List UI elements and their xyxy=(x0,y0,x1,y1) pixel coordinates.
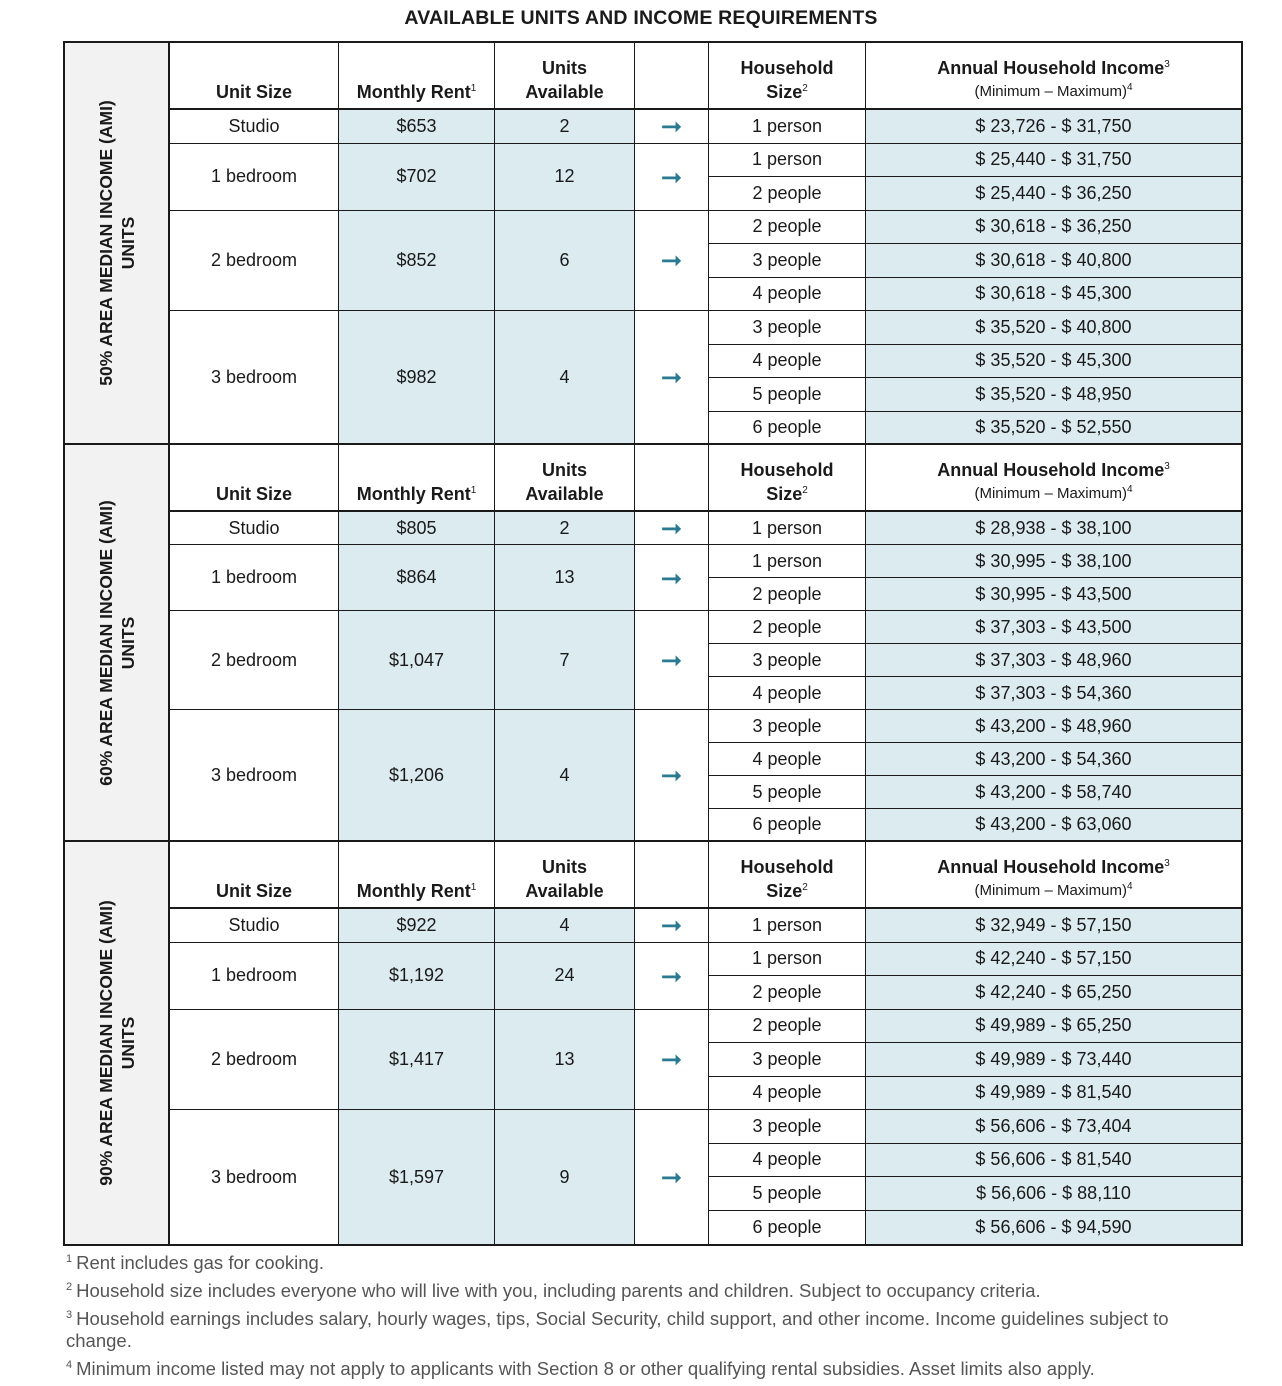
arrow-cell xyxy=(635,512,709,545)
household-size-cell: 3 people xyxy=(709,311,866,345)
header-units-available-line xyxy=(525,56,603,80)
units-available-cell: 4 xyxy=(495,909,635,943)
units-available-cell: 4 xyxy=(495,311,635,445)
income-range-cell: $ 56,606 - $ 88,110 xyxy=(866,1177,1241,1211)
household-size-cell: 2 people xyxy=(709,177,866,211)
header-annual-income-label: Annual Household Income xyxy=(937,58,1165,78)
footnote-ref: 3 xyxy=(1164,858,1170,869)
unit-size-cell: Studio xyxy=(170,909,339,943)
units-income-table xyxy=(63,41,1243,1246)
footnote-text: Household earnings includes salary, hourly wages, tips, Social Security, child support, and other income. Income guidelines subject to change. xyxy=(66,1308,1169,1351)
household-size-cell: 4 people xyxy=(709,677,866,710)
income-range-cell: $ 35,520 - $ 40,800 xyxy=(866,311,1241,345)
units-available-cell: 9 xyxy=(495,1110,635,1244)
footnote-ref: 2 xyxy=(802,882,808,893)
monthly-rent-cell: $805 xyxy=(339,512,495,545)
income-range-cell: $ 25,440 - $ 36,250 xyxy=(866,177,1241,211)
header-household-size-text xyxy=(741,56,834,104)
monthly-rent-cell: $1,206 xyxy=(339,710,495,842)
footnote-ref: 2 xyxy=(802,485,808,496)
arrow-cell xyxy=(635,611,709,710)
ami-band-text xyxy=(95,100,139,386)
header-annual-income-label: (Minimum – Maximum) xyxy=(974,485,1127,502)
arrow-cell xyxy=(635,1010,709,1111)
header-annual-income-text xyxy=(937,855,1170,903)
header-household-size xyxy=(709,445,866,512)
footnote-number: 1 xyxy=(66,1252,73,1265)
footnotes xyxy=(66,1252,1236,1386)
header-unit-size-text xyxy=(216,482,292,506)
header-monthly-rent-text xyxy=(357,80,477,104)
header-annual-income-line xyxy=(937,458,1170,482)
household-size-cell: 2 people xyxy=(709,578,866,611)
header-arrow-spacer xyxy=(635,445,709,512)
monthly-rent-cell: $1,597 xyxy=(339,1110,495,1244)
page-title: AVAILABLE UNITS AND INCOME REQUIREMENTS xyxy=(404,7,878,29)
income-range-cell: $ 42,240 - $ 65,250 xyxy=(866,976,1241,1010)
header-units-available-line xyxy=(525,855,603,879)
footnote-number: 2 xyxy=(66,1280,73,1293)
right-arrow-icon: ➞ xyxy=(660,910,683,941)
footnote-ref: 4 xyxy=(1126,881,1133,892)
footnote-ref: 1 xyxy=(470,882,477,893)
arrow-cell xyxy=(635,943,709,1010)
footnote-number: 3 xyxy=(66,1308,73,1321)
right-arrow-icon: ➞ xyxy=(660,1044,683,1075)
header-monthly-rent-label: Monthly Rent xyxy=(356,484,471,504)
header-units-available-label: Units xyxy=(542,460,587,480)
right-arrow-icon: ➞ xyxy=(660,513,683,543)
household-size-cell: 1 person xyxy=(709,110,866,144)
income-range-cell: $ 23,726 - $ 31,750 xyxy=(866,110,1241,144)
header-annual-income-line xyxy=(937,56,1170,80)
header-monthly-rent-label: Monthly Rent xyxy=(356,881,471,901)
income-range-cell: $ 28,938 - $ 38,100 xyxy=(866,512,1241,545)
right-arrow-icon: ➞ xyxy=(660,645,683,675)
household-size-cell: 4 people xyxy=(709,278,866,312)
header-unit-size xyxy=(170,43,339,110)
header-units-available-label: Units xyxy=(542,58,587,78)
income-range-cell: $ 49,989 - $ 73,440 xyxy=(866,1043,1241,1077)
header-household-size-label: Household xyxy=(740,857,834,877)
household-size-cell: 3 people xyxy=(709,1110,866,1144)
header-annual-income-label: (Minimum – Maximum) xyxy=(974,83,1127,100)
header-annual-income-line xyxy=(937,855,1170,879)
units-available-cell: 12 xyxy=(495,144,635,211)
income-range-cell: $ 30,995 - $ 38,100 xyxy=(866,545,1241,578)
footnote-text: Household size includes everyone who will live with you, including parents and children. Subject to occupancy criteria. xyxy=(76,1280,1041,1301)
unit-size-cell: 2 bedroom xyxy=(170,1010,339,1111)
arrow-cell xyxy=(635,710,709,842)
header-arrow-spacer xyxy=(635,842,709,909)
income-range-cell: $ 30,995 - $ 43,500 xyxy=(866,578,1241,611)
header-monthly-rent xyxy=(339,445,495,512)
income-range-cell: $ 42,240 - $ 57,150 xyxy=(866,943,1241,977)
ami-band-line: UNITS xyxy=(117,616,138,669)
header-annual-income-label: (Minimum – Maximum) xyxy=(974,882,1127,899)
header-unit-size xyxy=(170,842,339,909)
footnote xyxy=(66,1252,1236,1274)
arrow-cell xyxy=(635,909,709,943)
monthly-rent-cell: $702 xyxy=(339,144,495,211)
right-arrow-icon: ➞ xyxy=(660,362,683,392)
header-monthly-rent-label: Monthly Rent xyxy=(356,82,471,102)
footnote-ref: 3 xyxy=(1164,59,1170,70)
header-monthly-rent-line xyxy=(357,80,477,104)
header-unit-size-text xyxy=(216,879,292,903)
arrow-cell xyxy=(635,311,709,445)
header-household-size-label: Household xyxy=(740,460,834,480)
header-annual-income-line xyxy=(937,879,1170,903)
household-size-cell: 2 people xyxy=(709,611,866,644)
unit-size-cell: 1 bedroom xyxy=(170,943,339,1010)
household-size-cell: 1 person xyxy=(709,545,866,578)
header-annual-income xyxy=(866,43,1241,110)
household-size-cell: 1 person xyxy=(709,943,866,977)
header-monthly-rent xyxy=(339,43,495,110)
header-units-available-label: Available xyxy=(525,881,604,901)
unit-size-cell: 1 bedroom xyxy=(170,545,339,611)
footnote xyxy=(66,1280,1236,1302)
header-units-available-label: Units xyxy=(542,857,587,877)
income-range-cell: $ 49,989 - $ 65,250 xyxy=(866,1010,1241,1044)
household-size-cell: 5 people xyxy=(709,378,866,412)
household-size-cell: 3 people xyxy=(709,710,866,743)
income-range-cell: $ 35,520 - $ 52,550 xyxy=(866,412,1241,446)
header-household-size-text xyxy=(741,458,834,506)
household-size-cell: 2 people xyxy=(709,1010,866,1044)
header-monthly-rent-line xyxy=(357,482,477,506)
right-arrow-icon: ➞ xyxy=(660,960,683,991)
income-range-cell: $ 37,303 - $ 48,960 xyxy=(866,644,1241,677)
units-available-cell: 24 xyxy=(495,943,635,1010)
unit-size-cell: 3 bedroom xyxy=(170,1110,339,1244)
household-size-cell: 2 people xyxy=(709,211,866,245)
header-annual-income-label: Annual Household Income xyxy=(937,857,1165,877)
header-household-size xyxy=(709,842,866,909)
units-available-cell: 6 xyxy=(495,211,635,312)
footnote-number: 4 xyxy=(66,1358,73,1371)
income-range-cell: $ 30,618 - $ 40,800 xyxy=(866,244,1241,278)
household-size-cell: 6 people xyxy=(709,809,866,842)
arrow-cell xyxy=(635,211,709,312)
header-arrow-spacer xyxy=(635,43,709,110)
income-range-cell: $ 25,440 - $ 31,750 xyxy=(866,144,1241,178)
header-household-size-line xyxy=(741,482,834,506)
unit-size-cell: 1 bedroom xyxy=(170,144,339,211)
units-available-cell: 4 xyxy=(495,710,635,842)
right-arrow-icon: ➞ xyxy=(660,245,683,276)
income-range-cell: $ 43,200 - $ 58,740 xyxy=(866,776,1241,809)
footnote-text: Rent includes gas for cooking. xyxy=(76,1252,324,1273)
household-size-cell: 5 people xyxy=(709,1177,866,1211)
unit-size-cell: 3 bedroom xyxy=(170,311,339,445)
header-unit-size xyxy=(170,445,339,512)
monthly-rent-cell: $1,417 xyxy=(339,1010,495,1111)
header-monthly-rent-text xyxy=(357,879,477,903)
household-size-cell: 6 people xyxy=(709,412,866,446)
header-household-size-label: Size xyxy=(766,484,803,504)
header-household-size-line xyxy=(741,458,834,482)
header-units-available-line xyxy=(525,458,603,482)
ami-band-text xyxy=(95,900,139,1186)
income-range-cell: $ 56,606 - $ 81,540 xyxy=(866,1144,1241,1178)
footnote-ref: 3 xyxy=(1164,461,1170,472)
income-range-cell: $ 43,200 - $ 54,360 xyxy=(866,743,1241,776)
household-size-cell: 4 people xyxy=(709,345,866,379)
household-size-cell: 6 people xyxy=(709,1211,866,1245)
header-annual-income-line xyxy=(937,80,1170,104)
household-size-cell: 5 people xyxy=(709,776,866,809)
income-range-cell: $ 35,520 - $ 45,300 xyxy=(866,345,1241,379)
units-available-cell: 2 xyxy=(495,512,635,545)
header-unit-size-line xyxy=(216,879,292,903)
footnote-ref: 4 xyxy=(1126,82,1133,93)
header-units-available-text xyxy=(525,458,603,506)
income-range-cell: $ 30,618 - $ 45,300 xyxy=(866,278,1241,312)
footnote-text: Minimum income listed may not apply to applicants with Section 8 or other qualifying rental subsidies. Asset limits also apply. xyxy=(76,1358,1095,1379)
arrow-cell xyxy=(635,545,709,611)
monthly-rent-cell: $982 xyxy=(339,311,495,445)
header-household-size-label: Size xyxy=(766,881,803,901)
header-annual-income-text xyxy=(937,458,1170,506)
footnote-ref: 4 xyxy=(1126,484,1133,495)
right-arrow-icon: ➞ xyxy=(660,111,683,142)
monthly-rent-cell: $864 xyxy=(339,545,495,611)
household-size-cell: 1 person xyxy=(709,144,866,178)
header-unit-size-line xyxy=(216,482,292,506)
unit-size-cell: 2 bedroom xyxy=(170,611,339,710)
household-size-cell: 3 people xyxy=(709,244,866,278)
monthly-rent-cell: $1,047 xyxy=(339,611,495,710)
ami-band-label xyxy=(65,445,170,842)
header-units-available-text xyxy=(525,855,603,903)
header-unit-size-label: Unit Size xyxy=(215,881,292,901)
header-household-size-line xyxy=(741,56,834,80)
header-household-size-text xyxy=(741,855,834,903)
header-unit-size-line xyxy=(216,80,292,104)
header-unit-size-label: Unit Size xyxy=(215,82,292,102)
header-units-available-label: Available xyxy=(525,484,604,504)
units-available-cell: 2 xyxy=(495,110,635,144)
ami-band-text xyxy=(95,500,139,786)
household-size-cell: 4 people xyxy=(709,1077,866,1111)
monthly-rent-cell: $852 xyxy=(339,211,495,312)
header-units-available-line xyxy=(525,879,603,903)
household-size-cell: 1 person xyxy=(709,909,866,943)
income-range-cell: $ 49,989 - $ 81,540 xyxy=(866,1077,1241,1111)
footnote-ref: 1 xyxy=(470,83,477,94)
header-unit-size-label: Unit Size xyxy=(215,484,292,504)
household-size-cell: 4 people xyxy=(709,1144,866,1178)
monthly-rent-cell: $1,192 xyxy=(339,943,495,1010)
income-range-cell: $ 37,303 - $ 54,360 xyxy=(866,677,1241,710)
right-arrow-icon: ➞ xyxy=(660,760,683,790)
arrow-cell xyxy=(635,1110,709,1244)
header-household-size-line xyxy=(741,80,834,104)
unit-size-cell: Studio xyxy=(170,110,339,144)
income-range-cell: $ 37,303 - $ 43,500 xyxy=(866,611,1241,644)
header-monthly-rent-line xyxy=(357,879,477,903)
footnote xyxy=(66,1358,1236,1380)
header-household-size-line xyxy=(741,879,834,903)
household-size-cell: 2 people xyxy=(709,976,866,1010)
units-available-cell: 7 xyxy=(495,611,635,710)
header-units-available-line xyxy=(525,80,603,104)
header-household-size-line xyxy=(741,855,834,879)
units-available-cell: 13 xyxy=(495,1010,635,1111)
right-arrow-icon: ➞ xyxy=(660,1162,683,1192)
header-monthly-rent xyxy=(339,842,495,909)
household-size-cell: 1 person xyxy=(709,512,866,545)
income-range-cell: $ 43,200 - $ 63,060 xyxy=(866,809,1241,842)
unit-size-cell: 2 bedroom xyxy=(170,211,339,312)
income-range-cell: $ 56,606 - $ 73,404 xyxy=(866,1110,1241,1144)
header-unit-size-text xyxy=(216,80,292,104)
header-units-available-label: Available xyxy=(525,82,604,102)
ami-band-line: UNITS xyxy=(117,1016,138,1070)
ami-band-line: 50% AREA MEDIAN INCOME (AMI) xyxy=(95,100,116,386)
header-household-size xyxy=(709,43,866,110)
header-units-available xyxy=(495,842,635,909)
header-annual-income-line xyxy=(937,482,1170,506)
header-units-available-line xyxy=(525,482,603,506)
header-monthly-rent-text xyxy=(357,482,477,506)
right-arrow-icon: ➞ xyxy=(660,161,683,192)
unit-size-cell: Studio xyxy=(170,512,339,545)
footnote-ref: 2 xyxy=(802,83,808,94)
income-range-cell: $ 56,606 - $ 94,590 xyxy=(866,1211,1241,1245)
arrow-cell xyxy=(635,110,709,144)
header-household-size-label: Size xyxy=(766,82,803,102)
monthly-rent-cell: $653 xyxy=(339,110,495,144)
header-annual-income-text xyxy=(937,56,1170,104)
monthly-rent-cell: $922 xyxy=(339,909,495,943)
header-annual-income xyxy=(866,842,1241,909)
income-range-cell: $ 35,520 - $ 48,950 xyxy=(866,378,1241,412)
footnote xyxy=(66,1308,1236,1352)
footnote-ref: 1 xyxy=(470,485,477,496)
header-annual-income xyxy=(866,445,1241,512)
right-arrow-icon: ➞ xyxy=(660,562,683,593)
income-range-cell: $ 32,949 - $ 57,150 xyxy=(866,909,1241,943)
household-size-cell: 4 people xyxy=(709,743,866,776)
header-annual-income-label: Annual Household Income xyxy=(937,460,1165,480)
household-size-cell: 3 people xyxy=(709,1043,866,1077)
ami-band-label xyxy=(65,842,170,1244)
header-units-available-text xyxy=(525,56,603,104)
ami-band-label xyxy=(65,43,170,445)
ami-band-line: 90% AREA MEDIAN INCOME (AMI) xyxy=(95,900,116,1186)
household-size-cell: 3 people xyxy=(709,644,866,677)
income-range-cell: $ 30,618 - $ 36,250 xyxy=(866,211,1241,245)
income-range-cell: $ 43,200 - $ 48,960 xyxy=(866,710,1241,743)
header-units-available xyxy=(495,445,635,512)
unit-size-cell: 3 bedroom xyxy=(170,710,339,842)
ami-band-line: UNITS xyxy=(117,216,138,270)
units-available-cell: 13 xyxy=(495,545,635,611)
header-units-available xyxy=(495,43,635,110)
arrow-cell xyxy=(635,144,709,211)
header-household-size-label: Household xyxy=(740,58,834,78)
ami-band-line: 60% AREA MEDIAN INCOME (AMI) xyxy=(95,499,116,786)
